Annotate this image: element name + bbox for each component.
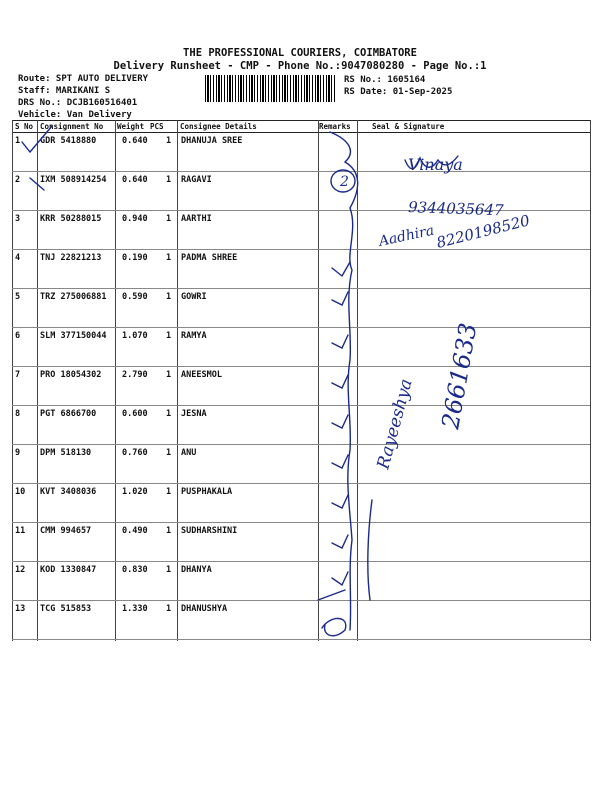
row-weight: 0.490 [122,526,148,536]
col-header-weight: Weight [117,122,145,131]
tick-mark [22,126,52,152]
row-weight: 0.590 [122,292,148,302]
rs-number: RS No.: 1605164 [344,75,426,85]
route-label: Route: SPT AUTO DELIVERY [18,74,149,84]
tick-mark [332,292,348,305]
tick-mark [322,618,346,635]
phone-row-3: 8220198520 [434,211,532,252]
row-sno: 7 [15,370,21,380]
pen-stroke [368,500,372,600]
row-consignee: PADMA SHREE [181,253,238,263]
row-consignment-no: IXM 508914254 [40,175,107,185]
row-sno: 9 [15,448,21,458]
row-consignment-no: TRZ 275006881 [40,292,107,302]
row-consignee: PUSPHAKALA [181,487,233,497]
col-header-sno: S No [15,122,34,131]
tick-mark [332,455,348,468]
row-weight: 0.940 [122,214,148,224]
row-sno: 1 [15,136,21,146]
row-weight: 0.760 [122,448,148,458]
row-consignee: RAGAVI [181,175,212,185]
row-consignment-no: KRR 50288015 [40,214,102,224]
row-pcs: 1 [166,214,172,224]
signature-group: Rayeeshya [373,376,417,472]
tick-mark [332,415,348,428]
signature-row-3: Aadhira [377,222,436,250]
row-weight: 2.790 [122,370,148,380]
rs-date: RS Date: 01-Sep-2025 [344,87,453,97]
company-title: THE PROFESSIONAL COURIERS, COIMBATORE [183,47,417,59]
vehicle-label: Vehicle: Van Delivery [18,110,132,120]
signature-row-1: Vinaya [408,155,463,174]
tick-mark [332,495,348,508]
row-sno: 13 [15,604,26,614]
row-pcs: 1 [166,487,172,497]
strike-mark [30,178,44,190]
row-consignee: DHANUJA SREE [181,136,243,146]
staff-label: Staff: MARIKANI S [18,86,111,96]
tick-mark [332,335,348,348]
row-weight: 1.070 [122,331,148,341]
row-sno: 8 [15,409,21,419]
row-pcs: 1 [166,175,172,185]
row-consignment-no: DPM 518130 [40,448,92,458]
row-consignee: AARTHI [181,214,212,224]
tick-mark [332,535,348,548]
row-consignment-no: PGT 6866700 [40,409,97,419]
row-weight: 0.640 [122,136,148,146]
row-pcs: 1 [166,604,172,614]
row-consignment-no: GDR 5418880 [40,136,97,146]
col-header-remarks: Remarks [319,122,351,131]
row-weight: 1.330 [122,604,148,614]
tick-mark [332,572,348,585]
row-consignment-no: TNJ 22821213 [40,253,102,263]
row-consignee: DHANUSHYA [181,604,228,614]
row-consignee: ANEESMOL [181,370,222,380]
row-consignment-no: PRO 18054302 [40,370,102,380]
tick-mark [332,262,350,276]
row-consignment-no: KOD 1330847 [40,565,97,575]
row-sno: 11 [15,526,26,536]
row-consignment-no: SLM 377150044 [40,331,107,341]
row-consignee: RAMYA [181,331,207,341]
phone-row-1: 9344035647 [407,198,504,220]
tick-mark [318,590,345,600]
remarks-scribble [330,132,358,630]
row-sno: 12 [15,565,26,575]
row-consignee: GOWRI [181,292,207,302]
row-sno: 2 [15,175,21,185]
row-weight: 0.600 [122,409,148,419]
row-consignment-no: KVT 3408036 [40,487,97,497]
row-consignee: ANU [181,448,197,458]
col-header-seal: Seal & Signature [372,122,445,131]
row-sno: 3 [15,214,21,224]
tick-mark [332,375,348,388]
row-pcs: 1 [166,526,172,536]
remark-number: 2 [340,174,349,190]
row-weight: 0.830 [122,565,148,575]
row-pcs: 1 [166,448,172,458]
row-sno: 6 [15,331,21,341]
row-sno: 10 [15,487,26,497]
row-weight: 1.020 [122,487,148,497]
row-consignee: JESNA [181,409,207,419]
row-consignee: SUDHARSHINI [181,526,238,536]
col-header-consignment: Consignment No [40,122,104,131]
row-pcs: 1 [166,565,172,575]
row-weight: 0.640 [122,175,148,185]
runsheet-subtitle: Delivery Runsheet - CMP - Phone No.:9047080280 - Page No.:1 [113,60,487,72]
row-sno: 4 [15,253,21,263]
row-consignment-no: CMM 994657 [40,526,92,536]
row-consignee: DHANYA [181,565,212,575]
row-consignment-no: TCG 515853 [40,604,92,614]
col-header-pcs: PCS [150,122,164,131]
row-pcs: 1 [166,331,172,341]
row-pcs: 1 [166,292,172,302]
row-sno: 5 [15,292,21,302]
col-header-consignee: Consignee Details [180,122,257,131]
row-pcs: 1 [166,136,172,146]
row-weight: 0.190 [122,253,148,263]
row-pcs: 1 [166,370,172,380]
drs-label: DRS No.: DCJB160516401 [18,98,138,108]
row-pcs: 1 [166,253,172,263]
row-pcs: 1 [166,409,172,419]
phone-group: 2661633 [436,320,483,432]
